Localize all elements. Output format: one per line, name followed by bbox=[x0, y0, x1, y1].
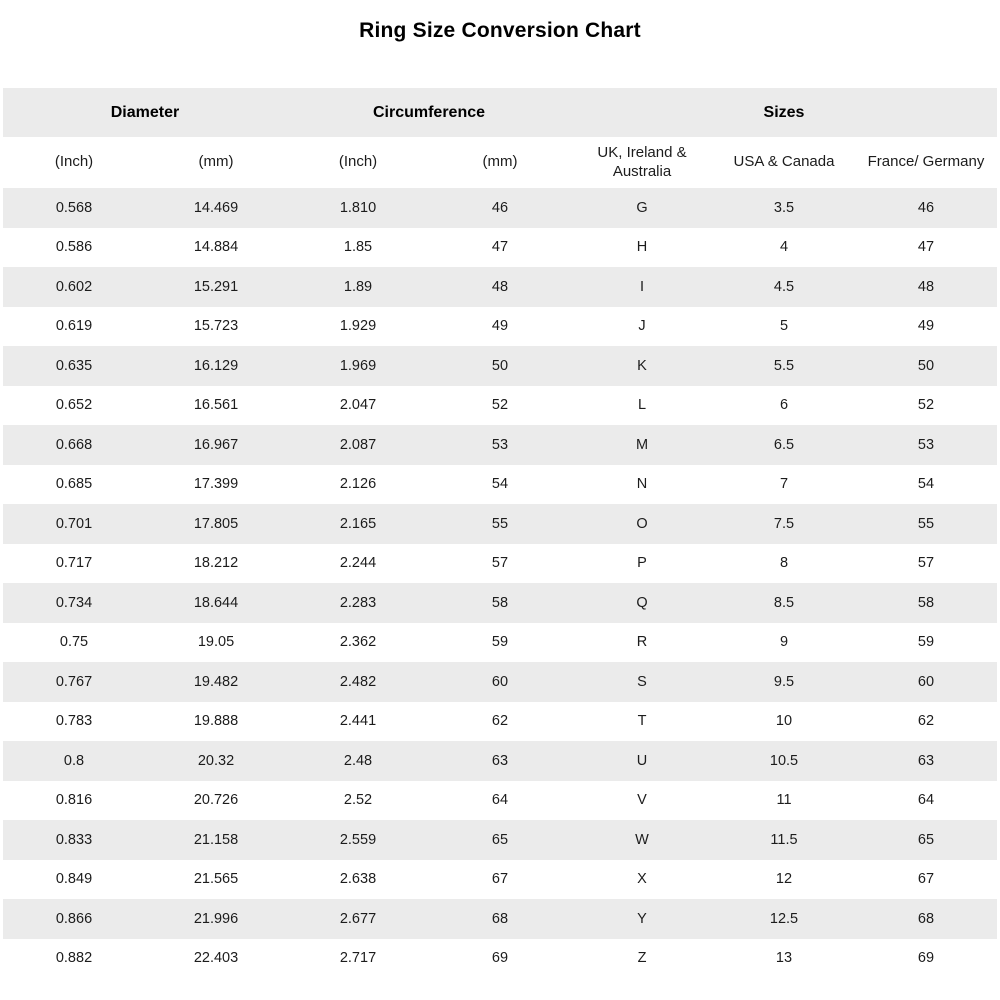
table-cell: 8 bbox=[779, 555, 789, 572]
column-header-diameter-inch: (Inch) bbox=[3, 137, 145, 188]
table-cell: 17.805 bbox=[193, 515, 239, 532]
table-cell: 6.5 bbox=[773, 436, 795, 453]
table-cell: 20.726 bbox=[193, 792, 239, 809]
table-cell: 64 bbox=[491, 792, 509, 809]
table-cell: 6 bbox=[779, 397, 789, 414]
table-cell: 5.5 bbox=[773, 357, 795, 374]
table-cell: 0.75 bbox=[59, 634, 89, 651]
table-cell: 4.5 bbox=[773, 278, 795, 295]
table-cell: G bbox=[636, 199, 648, 216]
table-cell: 4 bbox=[779, 239, 789, 256]
table-cell: 62 bbox=[491, 713, 509, 730]
table-cell: 48 bbox=[917, 278, 935, 295]
table-cell: T bbox=[637, 713, 647, 730]
table-cell: 59 bbox=[491, 634, 509, 651]
table-cell: 9.5 bbox=[773, 673, 795, 690]
table-cell: O bbox=[636, 515, 648, 532]
table-cell: 1.969 bbox=[339, 357, 377, 374]
table-cell: 2.441 bbox=[339, 713, 377, 730]
table-cell: H bbox=[636, 239, 648, 256]
column-header-diameter-mm: (mm) bbox=[145, 137, 287, 188]
table-cell: 19.05 bbox=[197, 634, 235, 651]
table-cell: 68 bbox=[917, 910, 935, 927]
table-row bbox=[3, 544, 997, 584]
table-cell: 18.644 bbox=[193, 594, 239, 611]
table-cell: 13 bbox=[775, 950, 793, 967]
table-column-header-row bbox=[3, 137, 997, 188]
table-cell: 48 bbox=[491, 278, 509, 295]
table-cell: W bbox=[635, 831, 649, 848]
table-cell: 2.087 bbox=[339, 436, 377, 453]
table-cell: 20.32 bbox=[197, 752, 235, 769]
table-cell: 0.882 bbox=[55, 950, 93, 967]
table-cell: 10.5 bbox=[769, 752, 799, 769]
table-row bbox=[3, 188, 997, 228]
column-header-usa-canada: USA & Canada bbox=[713, 137, 855, 188]
table-cell: 19.888 bbox=[193, 713, 239, 730]
table-cell: 0.635 bbox=[55, 357, 93, 374]
table-cell: 21.158 bbox=[193, 831, 239, 848]
table-cell: 7.5 bbox=[773, 515, 795, 532]
group-header-circumference: Circumference bbox=[287, 88, 571, 137]
table-cell: 10 bbox=[775, 713, 793, 730]
table-row bbox=[3, 386, 997, 426]
table-cell: 2.717 bbox=[339, 950, 377, 967]
table-cell: Y bbox=[637, 910, 647, 927]
table-cell: Q bbox=[636, 594, 648, 611]
table-cell: V bbox=[637, 792, 647, 809]
table-cell: 1.89 bbox=[343, 278, 373, 295]
table-cell: I bbox=[639, 278, 645, 295]
table-cell: 47 bbox=[491, 239, 509, 256]
table-row bbox=[3, 860, 997, 900]
table-row bbox=[3, 899, 997, 939]
table-cell: 59 bbox=[917, 634, 935, 651]
table-cell: 17.399 bbox=[193, 476, 239, 493]
table-cell: 2.48 bbox=[343, 752, 373, 769]
table-cell: 0.833 bbox=[55, 831, 93, 848]
table-cell: 54 bbox=[917, 476, 935, 493]
table-row bbox=[3, 583, 997, 623]
table-cell: 16.129 bbox=[193, 357, 239, 374]
table-cell: 2.482 bbox=[339, 673, 377, 690]
table-cell: 21.565 bbox=[193, 871, 239, 888]
table-cell: 5 bbox=[779, 318, 789, 335]
table-cell: 49 bbox=[491, 318, 509, 335]
table-cell: 0.8 bbox=[63, 752, 85, 769]
table-cell: 2.52 bbox=[343, 792, 373, 809]
table-cell: 0.734 bbox=[55, 594, 93, 611]
table-cell: 53 bbox=[491, 436, 509, 453]
table-cell: 8.5 bbox=[773, 594, 795, 611]
table-row bbox=[3, 781, 997, 821]
table-cell: 55 bbox=[491, 515, 509, 532]
table-cell: Z bbox=[637, 950, 647, 967]
table-cell: 12.5 bbox=[769, 910, 799, 927]
table-cell: 15.723 bbox=[193, 318, 239, 335]
table-row bbox=[3, 820, 997, 860]
table-cell: 69 bbox=[917, 950, 935, 967]
table-cell: 0.568 bbox=[55, 199, 93, 216]
table-cell: 11 bbox=[776, 792, 792, 809]
page-title: Ring Size Conversion Chart bbox=[359, 19, 641, 42]
table-cell: 3.5 bbox=[773, 199, 795, 216]
table-cell: 14.469 bbox=[193, 199, 239, 216]
table-cell: 0.783 bbox=[55, 713, 93, 730]
table-row bbox=[3, 741, 997, 781]
table-cell: 0.602 bbox=[55, 278, 93, 295]
table-cell: 63 bbox=[917, 752, 935, 769]
table-row bbox=[3, 307, 997, 347]
table-body bbox=[3, 188, 997, 978]
table-cell: L bbox=[637, 397, 647, 414]
table-cell: 1.810 bbox=[339, 199, 377, 216]
table-cell: 12 bbox=[775, 871, 793, 888]
table-cell: 46 bbox=[491, 199, 509, 216]
table-cell: X bbox=[637, 871, 647, 888]
table-cell: 7 bbox=[779, 476, 789, 493]
table-cell: 52 bbox=[491, 397, 509, 414]
table-cell: 47 bbox=[917, 239, 935, 256]
table-cell: 68 bbox=[491, 910, 509, 927]
table-row bbox=[3, 425, 997, 465]
table-cell: 65 bbox=[917, 831, 935, 848]
table-cell: 54 bbox=[491, 476, 509, 493]
table-cell: 53 bbox=[917, 436, 935, 453]
table-cell: 1.85 bbox=[343, 239, 373, 256]
table-cell: 2.244 bbox=[339, 555, 377, 572]
table-cell: 63 bbox=[491, 752, 509, 769]
table-cell: 11.5 bbox=[770, 831, 798, 848]
table-cell: 0.619 bbox=[55, 318, 93, 335]
table-row bbox=[3, 267, 997, 307]
table-cell: 67 bbox=[917, 871, 935, 888]
table-cell: 14.884 bbox=[193, 239, 239, 256]
table-cell: R bbox=[636, 634, 648, 651]
table-cell: 2.362 bbox=[339, 634, 377, 651]
table-cell: 57 bbox=[491, 555, 509, 572]
group-header-diameter: Diameter bbox=[3, 88, 287, 137]
table-cell: 50 bbox=[917, 357, 935, 374]
table-cell: 18.212 bbox=[193, 555, 239, 572]
table-cell: 2.677 bbox=[339, 910, 377, 927]
table-cell: 58 bbox=[917, 594, 935, 611]
table-row bbox=[3, 939, 997, 979]
table-group-header-row bbox=[3, 88, 997, 137]
table-row bbox=[3, 623, 997, 663]
table-cell: 50 bbox=[491, 357, 509, 374]
table-cell: 2.165 bbox=[339, 515, 377, 532]
table-cell: 2.126 bbox=[339, 476, 377, 493]
table-row bbox=[3, 228, 997, 268]
table-row bbox=[3, 504, 997, 544]
table-cell: 69 bbox=[491, 950, 509, 967]
table-cell: 0.717 bbox=[55, 555, 93, 572]
table-cell: 49 bbox=[917, 318, 935, 335]
table-cell: 67 bbox=[491, 871, 509, 888]
table-cell: 19.482 bbox=[193, 673, 239, 690]
table-cell: M bbox=[635, 436, 649, 453]
table-cell: 21.996 bbox=[193, 910, 239, 927]
column-header-circumference-inch: (Inch) bbox=[287, 137, 429, 188]
ring-size-conversion-table bbox=[3, 88, 997, 978]
table-cell: 0.668 bbox=[55, 436, 93, 453]
table-cell: J bbox=[638, 318, 646, 335]
table-cell: 0.586 bbox=[55, 239, 93, 256]
table-cell: 52 bbox=[917, 397, 935, 414]
table-cell: 1.929 bbox=[339, 318, 377, 335]
table-cell: 64 bbox=[917, 792, 935, 809]
table-row bbox=[3, 465, 997, 505]
table-cell: 2.047 bbox=[339, 397, 377, 414]
table-row bbox=[3, 662, 997, 702]
column-header-france-germany: France/ Germany bbox=[855, 137, 997, 188]
table-cell: 58 bbox=[491, 594, 509, 611]
table-cell: 0.866 bbox=[55, 910, 93, 927]
table-cell: S bbox=[637, 673, 647, 690]
table-cell: 16.967 bbox=[193, 436, 239, 453]
table-cell: 0.849 bbox=[55, 871, 93, 888]
table-cell: 65 bbox=[491, 831, 509, 848]
table-cell: 2.283 bbox=[339, 594, 377, 611]
column-header-uk-ireland-australia: UK, Ireland & Australia bbox=[571, 137, 713, 188]
table-cell: 22.403 bbox=[193, 950, 239, 967]
column-header-circumference-mm: (mm) bbox=[429, 137, 571, 188]
table-cell: 16.561 bbox=[193, 397, 239, 414]
table-cell: 2.638 bbox=[339, 871, 377, 888]
table-cell: 62 bbox=[917, 713, 935, 730]
table-cell: 0.652 bbox=[55, 397, 93, 414]
table-header bbox=[3, 88, 997, 188]
table-cell: U bbox=[636, 752, 648, 769]
table-cell: 2.559 bbox=[339, 831, 377, 848]
table-cell: 9 bbox=[779, 634, 789, 651]
table-cell: 0.701 bbox=[55, 515, 93, 532]
table-cell: 15.291 bbox=[193, 278, 239, 295]
group-header-sizes: Sizes bbox=[571, 88, 997, 137]
table-row bbox=[3, 346, 997, 386]
table-cell: P bbox=[637, 555, 647, 572]
table-cell: 55 bbox=[917, 515, 935, 532]
table-cell: 0.767 bbox=[55, 673, 93, 690]
table-cell: 0.816 bbox=[55, 792, 93, 809]
table-cell: 0.685 bbox=[55, 476, 93, 493]
table-cell: 60 bbox=[491, 673, 509, 690]
table-cell: 46 bbox=[917, 199, 935, 216]
table-cell: 57 bbox=[917, 555, 935, 572]
table-cell: 60 bbox=[917, 673, 935, 690]
table-cell: N bbox=[636, 476, 648, 493]
table-row bbox=[3, 702, 997, 742]
table-cell: K bbox=[637, 357, 647, 374]
